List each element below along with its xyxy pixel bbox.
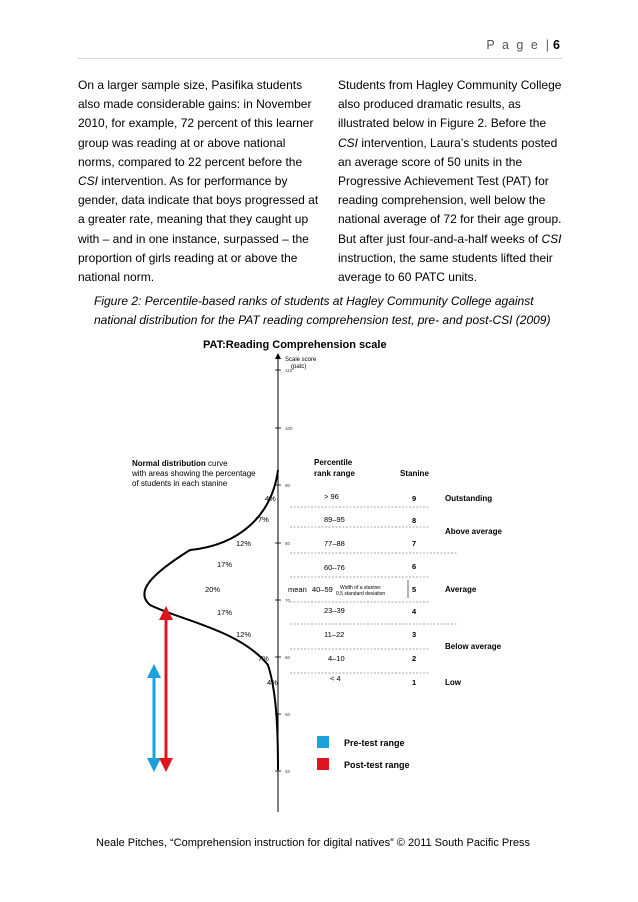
stanine-numbers <box>412 494 417 687</box>
text-run: intervention, Laura’s students posted an average score of 50 units in the Progressive Achievement Test (PAT) for reading comprehension, well below the national average of 72 for their age group. But after just four-and-a-half weeks of <box>338 135 562 246</box>
left-column <box>78 76 320 287</box>
category-label: Average <box>445 585 477 594</box>
page-word: P a g e <box>486 38 540 52</box>
legend-label-post: Post-test range <box>344 760 410 770</box>
category-labels <box>445 494 502 687</box>
tick-label: 80 <box>285 541 291 546</box>
left-paragraph <box>78 76 320 287</box>
percent-label: 7% <box>258 515 269 524</box>
percent-label: 12% <box>236 539 252 548</box>
percentile-range: < 4 <box>330 674 341 683</box>
scale-label-1: Scale score <box>285 357 317 363</box>
curve-description-2: of students in each stanine <box>132 479 228 488</box>
tick-label: 90 <box>285 483 291 488</box>
percent-label: 7% <box>258 654 269 663</box>
percentile-range: 77–88 <box>324 539 345 548</box>
stanine-number: 1 <box>412 678 417 687</box>
percent-labels <box>205 494 278 687</box>
text-run: On a larger sample size, Pasifika students also made considerable gains: in November 2010, for example, 72 percent of this learner group was reading at or above national norms, compared to 22 percent before the <box>78 78 314 169</box>
pat-figure <box>90 330 520 830</box>
text-run: instruction, the same students lifted their average to 60 PATC units. <box>338 250 553 285</box>
stanine-number: 4 <box>412 607 417 616</box>
tick-label: 110 <box>285 368 293 373</box>
pre-test-arrow-head-up <box>147 664 161 678</box>
stanine-width-note-1: Width of a stanine: <box>340 585 382 591</box>
header-rule <box>78 58 562 59</box>
page-footer: Neale Pitches, “Comprehension instruction for digital natives” © 2011 South Pacific Press <box>96 837 531 849</box>
tick-label: 50 <box>285 712 291 717</box>
tick-label: 60 <box>285 655 291 660</box>
curve-title <box>132 459 228 468</box>
stanine-number: 6 <box>412 562 417 571</box>
pat-scale-diagram <box>90 330 520 830</box>
post-test-arrow-head-down <box>159 758 173 772</box>
category-label: Outstanding <box>445 494 493 503</box>
curve-description-1: with areas showing the percentage <box>132 469 256 478</box>
page-separator: | <box>545 38 550 52</box>
category-label: Low <box>445 678 461 687</box>
legend-label-pre: Pre-test range <box>344 738 405 748</box>
legend-swatch-post <box>317 758 329 770</box>
stanine-number: 5 <box>412 585 417 594</box>
figure-title: PAT:Reading Comprehension scale <box>203 339 387 351</box>
percent-label: 20% <box>205 585 221 594</box>
figure-caption: Figure 2: Percentile-based ranks of students at Hagley Community College against national distribution for the PAT reading comprehension test, pre- and post-CSI (2009) <box>94 294 551 327</box>
percent-label: 17% <box>217 560 233 569</box>
stanine-number: 9 <box>412 494 417 503</box>
percentile-range: > 96 <box>324 492 339 501</box>
category-label: Above average <box>445 527 502 536</box>
curve-title-rest: curve <box>205 459 228 468</box>
percentile-range: 89–95 <box>324 515 345 524</box>
emphasis: CSI <box>338 135 359 150</box>
percentile-range: 4–10 <box>328 654 345 663</box>
stanine-number: 7 <box>412 539 417 548</box>
stanine-number: 3 <box>412 630 417 639</box>
category-label: Below average <box>445 642 502 651</box>
right-column <box>338 76 566 287</box>
post-test-range-arrow <box>159 606 173 772</box>
percentile-range: 11–22 <box>324 630 345 639</box>
tick-label: 40 <box>285 769 291 774</box>
percentile-header-1: Percentile <box>314 458 353 467</box>
percentile-range: 23–39 <box>324 606 345 615</box>
stanine-number: 2 <box>412 654 417 663</box>
percent-label: 17% <box>217 608 233 617</box>
percentile-range: 40–59 <box>312 585 333 594</box>
emphasis: CSI <box>78 174 99 189</box>
pre-test-arrow-head-down <box>147 758 161 772</box>
stanine-number: 8 <box>412 516 417 525</box>
tick-label: 70 <box>285 598 291 603</box>
legend-swatch-pre <box>317 736 329 748</box>
percent-label: 4% <box>267 678 278 687</box>
stanine-width-note-2: 0.5 standard deviation <box>336 591 386 597</box>
text-run: Students from Hagley Community College also produced dramatic results, as illustrated below in Figure 2. Before the <box>338 78 562 131</box>
page-number: 6 <box>553 38 560 52</box>
percent-label: 4% <box>265 494 276 503</box>
scale-label-2: (patc) <box>291 364 307 370</box>
percentile-header-2: rank range <box>314 469 355 478</box>
mean-label: mean <box>288 585 307 594</box>
figure-legend <box>317 736 410 770</box>
tick-label: 100 <box>285 426 293 431</box>
page-header <box>486 38 560 52</box>
stanine-header: Stanine <box>400 469 429 478</box>
emphasis: CSI <box>541 231 562 246</box>
right-paragraph <box>338 76 566 287</box>
pre-test-range-arrow <box>147 664 161 772</box>
curve-title-bold: Normal distribution <box>132 459 206 468</box>
percentile-range: 60–76 <box>324 563 345 572</box>
percent-label: 12% <box>236 630 252 639</box>
text-run: intervention. As for performance by gender, data indicate that boys progressed at a greater rate, meaning that they caught up with – and in one instance, surpassed – the proportion of girls reading at or above the national norm. <box>78 174 319 285</box>
